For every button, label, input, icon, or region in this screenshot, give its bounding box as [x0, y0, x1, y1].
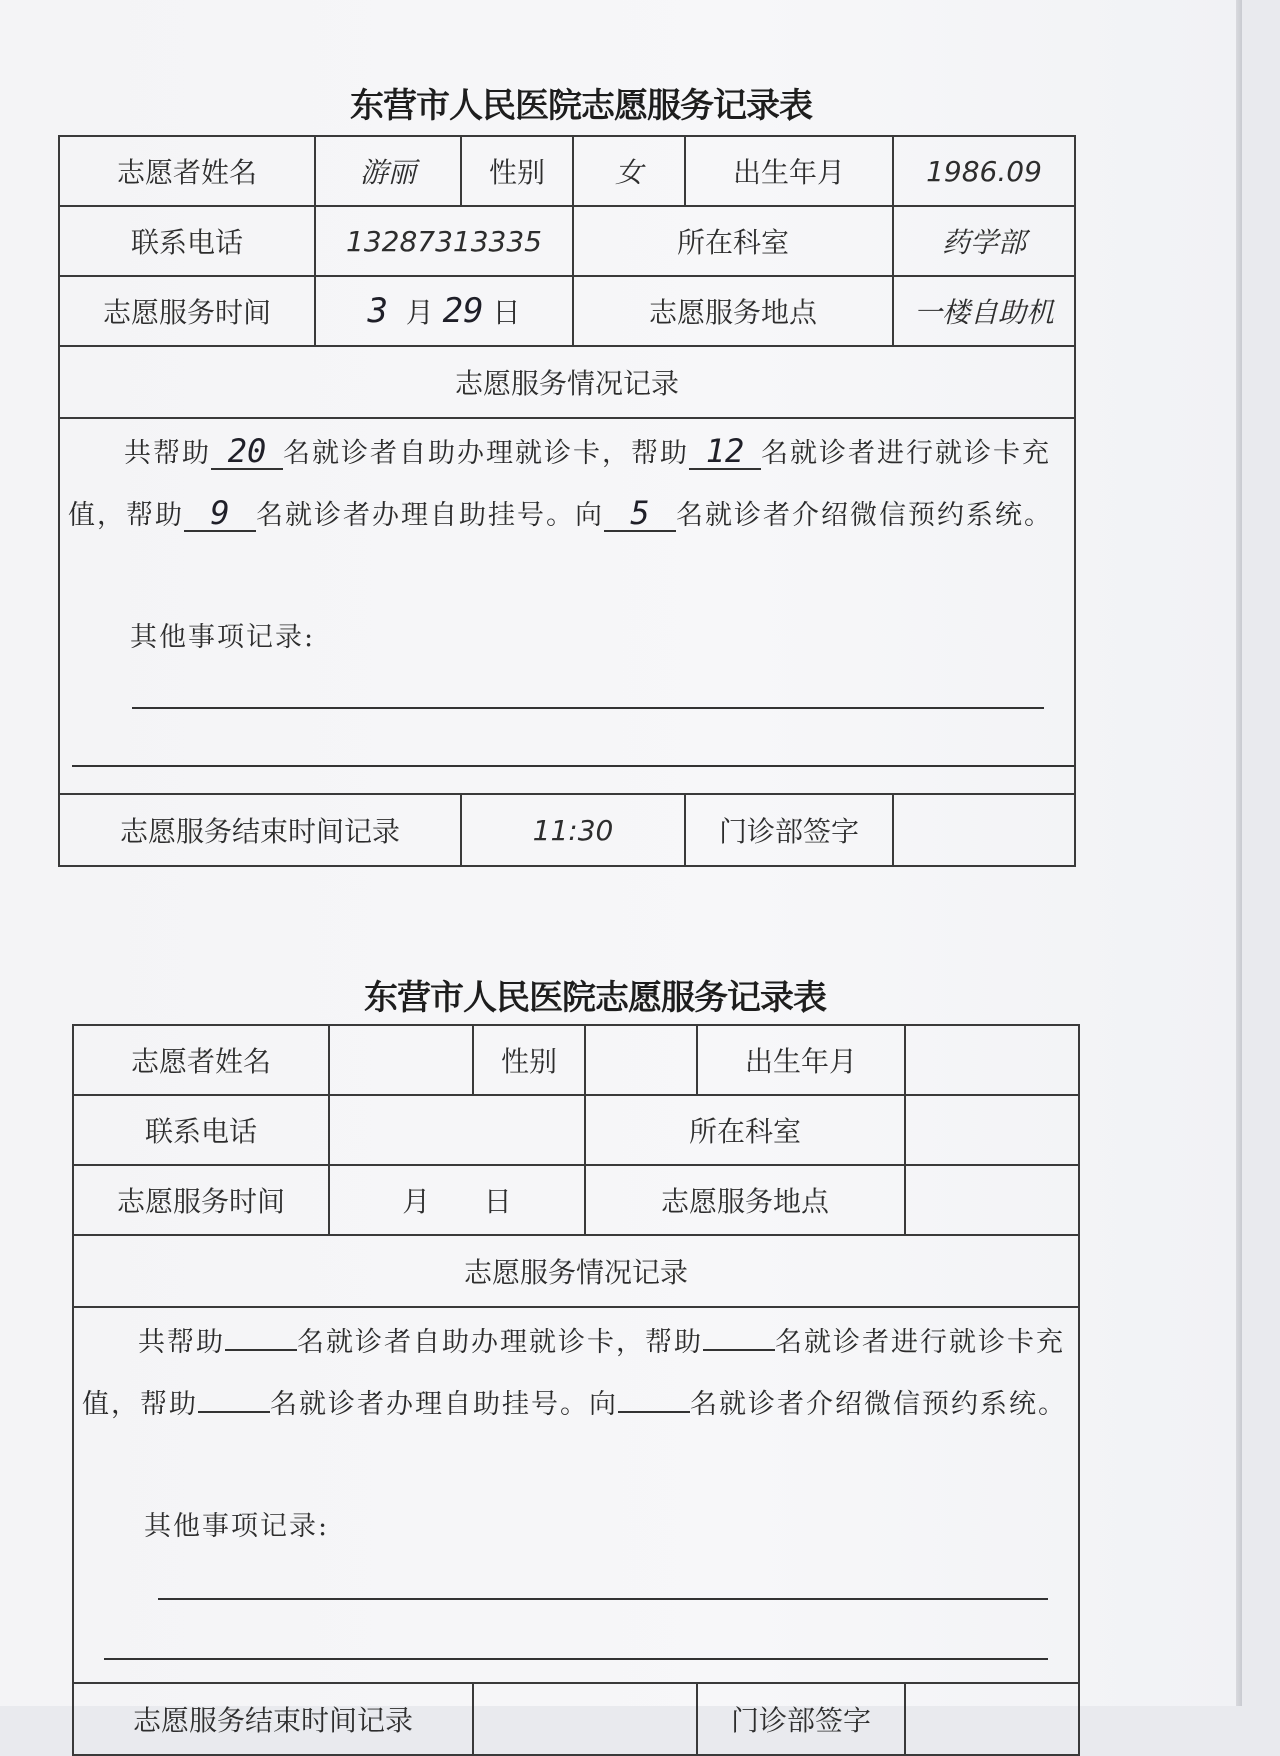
- value-day: 29: [442, 291, 484, 331]
- label-time: 志愿服务时间: [73, 1165, 329, 1235]
- label-phone: 联系电话: [59, 206, 315, 276]
- text-p1: 共帮助: [138, 1327, 225, 1358]
- blank-wechat-count[interactable]: [618, 1411, 690, 1413]
- value-dept[interactable]: 药学部: [893, 206, 1075, 276]
- text-p5: 名就诊者介绍微信预约系统。: [690, 1389, 1067, 1420]
- text-p4: 名就诊者办理自助挂号。向: [270, 1389, 618, 1420]
- value-month: 3: [367, 291, 388, 331]
- value-birth[interactable]: 1986.09: [893, 136, 1075, 206]
- value-phone[interactable]: 13287313335: [315, 206, 573, 276]
- label-name: 志愿者姓名: [73, 1025, 329, 1095]
- label-dept: 所在科室: [573, 206, 893, 276]
- value-birth[interactable]: [905, 1025, 1079, 1095]
- text-p3: 名就诊者进行就诊卡充值，帮助: [68, 438, 1051, 531]
- form-title: 东营市人民医院志愿服务记录表: [350, 86, 812, 126]
- value-gender[interactable]: 女: [573, 136, 685, 206]
- value-sign[interactable]: [893, 794, 1075, 866]
- label-phone: 联系电话: [73, 1095, 329, 1165]
- info-table-2: [72, 1024, 1080, 1756]
- blank-register-count[interactable]: [198, 1411, 270, 1413]
- label-gender: 性别: [461, 136, 573, 206]
- value-end-time[interactable]: [473, 1683, 697, 1755]
- form-title-2: 东营市人民医院志愿服务记录表: [364, 978, 826, 1018]
- other-notes-label: 其他事项记录:: [130, 622, 316, 653]
- label-gender: 性别: [473, 1025, 585, 1095]
- label-place: 志愿服务地点: [585, 1165, 905, 1235]
- info-table: [58, 135, 1076, 867]
- label-dept: 所在科室: [585, 1095, 905, 1165]
- value-name[interactable]: [329, 1025, 473, 1095]
- record-paragraph: [68, 423, 1066, 547]
- value-service-date[interactable]: [315, 276, 573, 346]
- label-end-time: 志愿服务结束时间记录: [59, 794, 461, 866]
- label-end-time: 志愿服务结束时间记录: [73, 1683, 473, 1755]
- text-p1: 共帮助: [124, 438, 211, 469]
- blank-card-count[interactable]: [225, 1349, 297, 1351]
- other-notes-line[interactable]: [132, 707, 1044, 709]
- text-p2: 名就诊者自助办理就诊卡，帮助: [283, 438, 689, 469]
- label-sign: 门诊部签字: [697, 1683, 905, 1755]
- other-notes-label: 其他事项记录:: [144, 1511, 330, 1542]
- value-phone[interactable]: [329, 1095, 585, 1165]
- record-header: 志愿服务情况记录: [73, 1235, 1079, 1307]
- label-name: 志愿者姓名: [59, 136, 315, 206]
- value-dept[interactable]: [905, 1095, 1079, 1165]
- value-sign[interactable]: [905, 1683, 1079, 1755]
- text-p4: 名就诊者办理自助挂号。向: [256, 500, 604, 531]
- blank-card-count[interactable]: 20: [211, 434, 283, 470]
- label-place: 志愿服务地点: [573, 276, 893, 346]
- blank-register-count[interactable]: 9: [184, 496, 256, 532]
- value-gender[interactable]: [585, 1025, 697, 1095]
- blank-wechat-count[interactable]: 5: [604, 496, 676, 532]
- label-month: 月: [402, 1185, 431, 1218]
- other-notes-line[interactable]: [158, 1598, 1048, 1600]
- record-body: [73, 1307, 1079, 1683]
- value-name[interactable]: 游丽: [315, 136, 461, 206]
- value-end-time[interactable]: 11:30: [461, 794, 685, 866]
- blank-recharge-count[interactable]: 12: [689, 434, 761, 470]
- value-place[interactable]: [905, 1165, 1079, 1235]
- text-p3: 名就诊者进行就诊卡充值，帮助: [82, 1327, 1065, 1420]
- text-p2: 名就诊者自助办理就诊卡，帮助: [297, 1327, 703, 1358]
- blank-recharge-count[interactable]: [703, 1349, 775, 1351]
- value-place[interactable]: 一楼自助机: [893, 276, 1075, 346]
- label-month: 月: [405, 296, 434, 329]
- value-service-date[interactable]: [329, 1165, 585, 1235]
- label-birth: 出生年月: [685, 136, 893, 206]
- other-notes-line-2[interactable]: [72, 765, 1074, 767]
- label-time: 志愿服务时间: [59, 276, 315, 346]
- record-header: 志愿服务情况记录: [59, 346, 1075, 418]
- label-sign: 门诊部签字: [685, 794, 893, 866]
- other-notes-line-2[interactable]: [104, 1658, 1048, 1660]
- record-paragraph: [82, 1312, 1070, 1436]
- label-day: 日: [483, 1185, 512, 1218]
- paper-edge: [1236, 0, 1242, 1706]
- record-body: [59, 418, 1075, 794]
- text-p5: 名就诊者介绍微信预约系统。: [676, 500, 1053, 531]
- label-birth: 出生年月: [697, 1025, 905, 1095]
- label-day: 日: [492, 296, 521, 329]
